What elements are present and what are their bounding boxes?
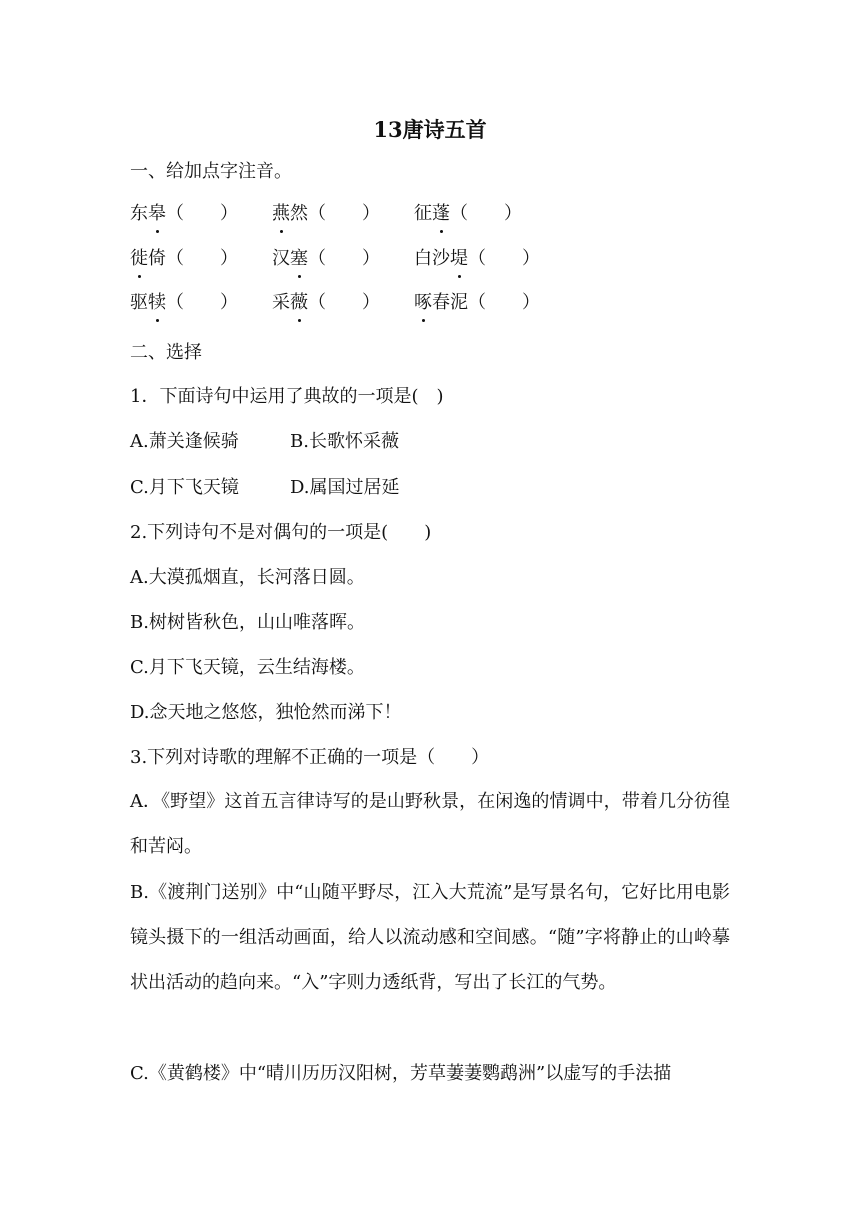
- page-title: 13唐诗五首: [373, 117, 487, 142]
- dotted-char: 蓬: [432, 203, 450, 224]
- dotted-char: 啄: [414, 292, 432, 313]
- option-c[interactable]: C.《黄鹤楼》中“晴川历历汉阳树，芳草萋萋鹦鹉洲”以虚写的手法描: [130, 1063, 672, 1084]
- pinyin-item: 驱犊（ ）: [130, 292, 238, 313]
- pinyin-item: 汉塞（ ）: [272, 248, 380, 269]
- pinyin-item: 东皋（ ）: [130, 203, 238, 224]
- option-a[interactable]: A．《野望》这首五言律诗写的是山野秋景，在闲逸的情调中，带着几分彷徨和苦闷。: [130, 791, 730, 857]
- option-c[interactable]: C.月下飞天镜，云生结海楼。: [130, 657, 365, 678]
- option-b[interactable]: B.《渡荆门送别》中“山随平野尽，江入大荒流”是写景名句，它好比用电影镜头摄下的一组活动画面，给人以流动感和空间感。“随”字将静止的山岭摹状出活动的趋向来。“入”字则力透纸背，写出了长江的气势。: [130, 882, 730, 993]
- section1-heading: 一、给加点字注音。: [130, 161, 292, 182]
- dotted-char: 堤: [450, 248, 468, 269]
- option-d[interactable]: D.属国过居延: [290, 477, 400, 498]
- answer-blank[interactable]: （ ）: [166, 203, 238, 224]
- section2-heading: 二、选择: [130, 342, 202, 363]
- pinyin-item: 啄春泥（ ）: [414, 292, 540, 313]
- answer-blank[interactable]: （ ）: [166, 248, 238, 269]
- option-c[interactable]: C.月下飞天镜: [130, 477, 239, 498]
- answer-blank[interactable]: （ ）: [468, 248, 540, 269]
- dotted-char: 薇: [290, 292, 308, 313]
- answer-blank[interactable]: （ ）: [308, 292, 380, 313]
- pinyin-item: 采薇（ ）: [272, 292, 380, 313]
- answer-blank[interactable]: （ ）: [166, 292, 238, 313]
- answer-blank[interactable]: （ ）: [308, 248, 380, 269]
- dotted-char: 燕: [272, 203, 290, 224]
- dotted-char: 皋: [148, 203, 166, 224]
- question-3-stem: 3.下列对诗歌的理解不正确的一项是（ ）: [130, 747, 490, 768]
- question-2-stem: 2.下列诗句不是对偶句的一项是( ): [130, 522, 432, 543]
- option-a[interactable]: A.大漠孤烟直，长河落日圆。: [130, 567, 365, 588]
- option-a[interactable]: A.萧关逢候骑: [130, 431, 239, 452]
- answer-blank[interactable]: （ ）: [450, 203, 522, 224]
- pinyin-item: 白沙堤（ ）: [414, 248, 540, 269]
- option-b[interactable]: B.长歌怀采薇: [290, 431, 399, 452]
- pinyin-item: 徙倚（ ）: [130, 248, 238, 269]
- pinyin-item: 征蓬（ ）: [414, 203, 522, 224]
- answer-blank[interactable]: （ ）: [308, 203, 380, 224]
- option-d[interactable]: D.念天地之悠悠，独怆然而涕下！: [130, 702, 402, 723]
- dotted-char: 犊: [148, 292, 166, 313]
- question-1-stem: 1．下面诗句中运用了典故的一项是( ): [130, 386, 444, 407]
- dotted-char: 徙: [130, 248, 148, 269]
- pinyin-item: 燕然（ ）: [272, 203, 380, 224]
- dotted-char: 塞: [290, 248, 308, 269]
- option-b[interactable]: B.树树皆秋色，山山唯落晖。: [130, 612, 365, 633]
- answer-blank[interactable]: （ ）: [468, 292, 540, 313]
